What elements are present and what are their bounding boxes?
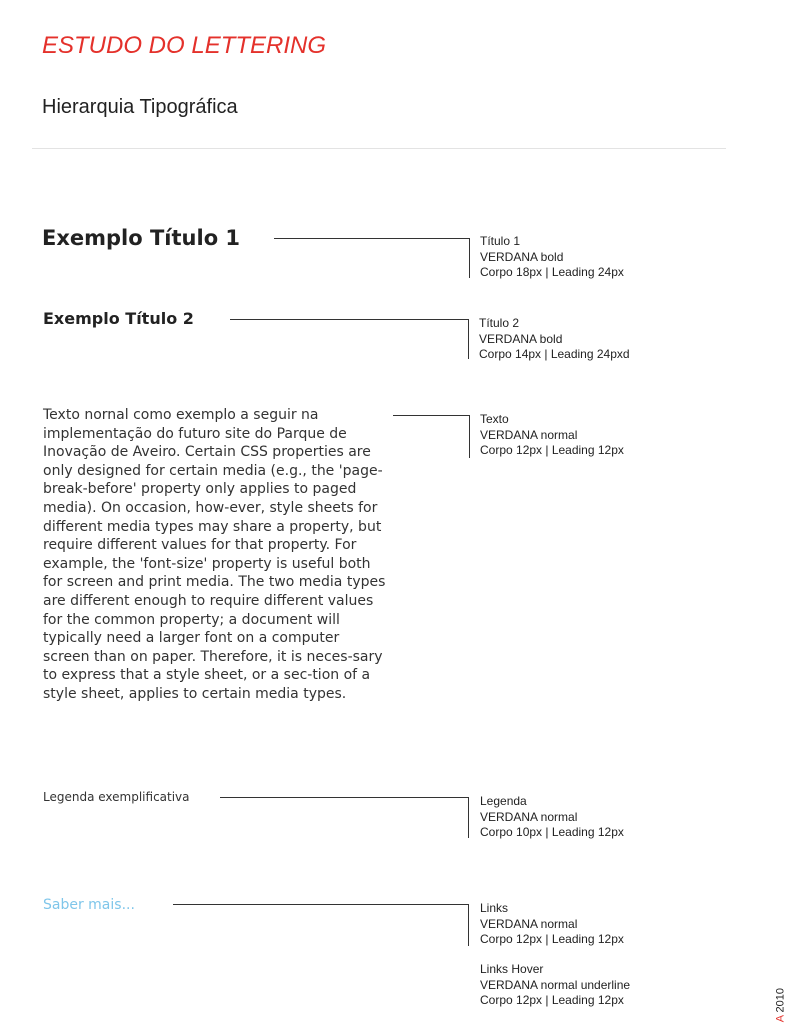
spec-title-2 (479, 316, 630, 363)
bracket-title-1 (469, 238, 470, 278)
example-body-text: Texto nornal como exemplo a seguir na implementação do futuro site do Parque de Inovação de Aveiro. Certain CSS properties are only designed for certain media (e.g., the 'page-break-before' property only applies to paged media). On occasion, how-ever, style sheets for different media types may share a property, but require different values for that property. For example, the 'font-size' property is useful both for screen and print media. The two media types are different enough to require different values for the common property; a document will typically need a larger font on a computer screen than on paper. Therefore, it is neces-sary to express that a style sheet, or a sec-tion of a style sheet, applies to certain media types. (43, 407, 386, 702)
spec-name: Links Hover (480, 962, 544, 976)
page-title: ESTUDO DO LETTERING (42, 32, 327, 59)
spec-body (480, 412, 624, 459)
spec-size: Corpo 12px | Leading 12px (480, 993, 624, 1007)
example-caption: Legenda exemplificativa (43, 790, 190, 804)
spec-name: Links (480, 901, 509, 915)
bracket-link (468, 904, 469, 946)
spec-font: VERDANA normal (480, 916, 578, 931)
connector-body (393, 415, 469, 416)
spec-name: Texto (480, 412, 509, 426)
spec-font: VERDANA normal (480, 809, 578, 824)
spec-name: Título 1 (480, 234, 521, 248)
spec-font: VERDANA bold (479, 331, 563, 346)
spec-size: Corpo 14px | Leading 24pxd (479, 347, 630, 361)
bracket-caption (468, 797, 469, 838)
spec-size: Corpo 18px | Leading 24px (480, 265, 624, 279)
spec-link (480, 901, 624, 948)
edge-year-mark (774, 988, 786, 1022)
example-title-2: Exemplo Título 2 (43, 309, 194, 328)
connector-title-2 (230, 319, 468, 320)
connector-title-1 (274, 238, 469, 239)
spec-name: Título 2 (479, 316, 520, 330)
example-title-1: Exemplo Título 1 (42, 226, 241, 250)
spec-caption (480, 794, 624, 841)
connector-caption (220, 797, 468, 798)
example-link[interactable]: Saber mais... (43, 897, 135, 913)
connector-link (173, 904, 468, 905)
spec-name: Legenda (480, 794, 527, 808)
bracket-title-2 (468, 319, 469, 359)
edge-accent-letter: A (774, 1015, 786, 1023)
edge-year: 2010 (774, 988, 786, 1016)
spec-font: VERDANA normal underline (480, 977, 631, 992)
spec-font: VERDANA normal (480, 427, 578, 442)
spec-size: Corpo 10px | Leading 12px (480, 825, 624, 839)
page-subtitle: Hierarquia Tipográfica (42, 96, 238, 118)
bracket-body (469, 415, 470, 458)
spec-font: VERDANA bold (480, 249, 564, 264)
spec-title-1 (480, 234, 624, 281)
spec-link-hover (480, 962, 630, 1009)
header-divider (32, 148, 726, 149)
spec-size: Corpo 12px | Leading 12px (480, 443, 624, 457)
spec-size: Corpo 12px | Leading 12px (480, 932, 624, 946)
